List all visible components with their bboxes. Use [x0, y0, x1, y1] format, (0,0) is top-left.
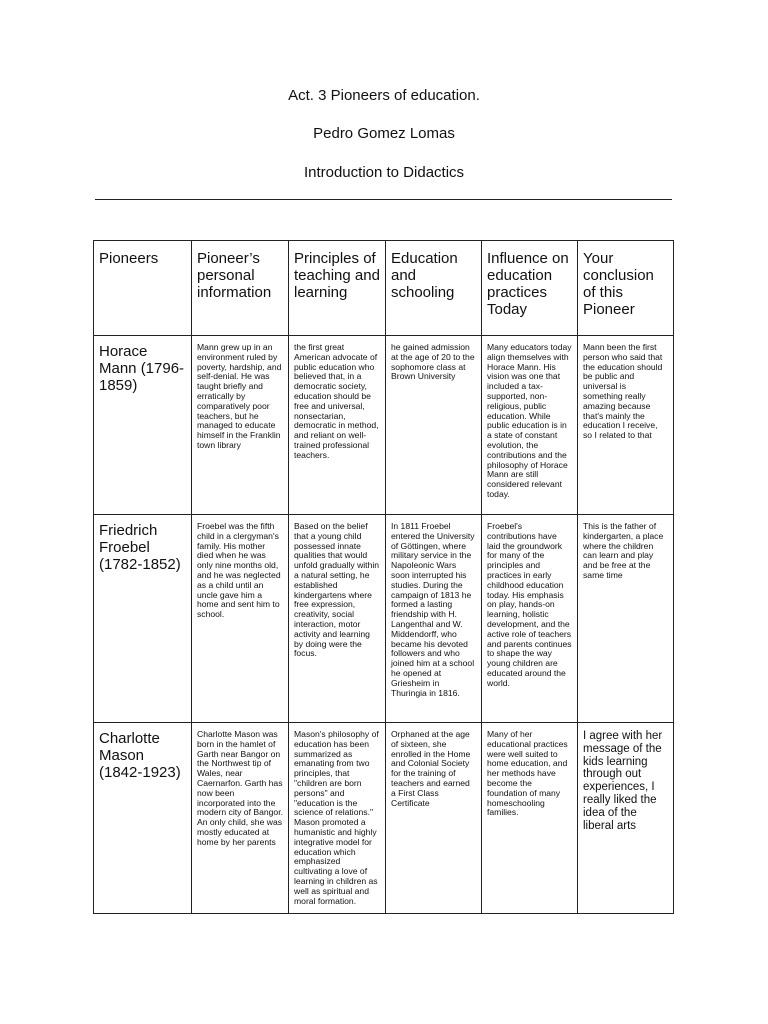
course-name: Introduction to Didactics [303, 164, 465, 181]
influence-cell: Many of her educational practices were well suited to home education, and her methods have become the foundation of many homeschooling families. [482, 723, 578, 914]
principles-cell: the first great American advocate of public education who believed that, in a democratic society, education should be free and universal, nonsectarian, democratic in method, and reliant on well-trained professional teachers. [289, 336, 386, 515]
pioneer-name-cell: Horace Mann (1796-1859) [94, 336, 192, 515]
influence-cell: Froebel's contributions have laid the groundwork for many of the principles and practices in early childhood education today. His emphasis on play, hands-on learning, holistic development, and the active role of teachers and parents continues to shape the way young children are educated around the world. [482, 515, 578, 723]
column-header-conclusion: Your conclusion of this Pioneer [578, 241, 674, 336]
column-header-influence: Influence on education practices Today [482, 241, 578, 336]
column-header-education: Education and schooling [386, 241, 482, 336]
conclusion-cell: This is the father of kindergarten, a place where the children can learn and play and be free at the same time [578, 515, 674, 723]
conclusion-cell: I agree with her message of the kids learning through out experiences, I really liked the idea of the liberal arts [578, 723, 674, 914]
education-cell: In 1811 Froebel entered the University of Göttingen, where military service in the Napoleonic Wars soon interrupted his studies. During the campaign of 1813 he formed a lasting friendship with H. Langenthal and W. Middendorff, who became his devoted followers and who joined him at a school he opened at Griesheim in Thuringia in 1816. [386, 515, 482, 723]
education-cell: Orphaned at the age of sixteen, she enrolled in the Home and Colonial Society for the training of teachers and earned a First Class Certificate [386, 723, 482, 914]
education-cell: he gained admission at the age of 20 to the sophomore class at Brown University [386, 336, 482, 515]
header-divider [95, 199, 672, 200]
conclusion-cell: Mann been the first person who said that the education should be public and universal is something really amazing because that's mainly the education I receive, so I related to that [578, 336, 674, 515]
table-row [94, 515, 674, 723]
pioneer-name-cell: Friedrich Froebel (1782-1852) [94, 515, 192, 723]
document-title: Act. 3 Pioneers of education. [288, 87, 480, 104]
column-header-personal-information: Pioneer’s personal information [192, 241, 289, 336]
influence-cell: Many educators today align themselves with Horace Mann. His vision was one that included a tax-supported, non-religious, public education. While public education is in a state of constant evolution, the contributions and the philosophy of Horace Mann are still considered relevant today. [482, 336, 578, 515]
author-name: Pedro Gomez Lomas [313, 125, 455, 142]
table-header-row [94, 241, 674, 336]
column-header-pioneers: Pioneers [94, 241, 192, 336]
pioneers-table [93, 240, 674, 914]
principles-cell: Mason's philosophy of education has been summarized as emanating from two principles, that "children are born persons" and "education is the science of relations." Mason promoted a humanistic and highly integrative model for education which emphasized cultivating a love of learning in children as well as spiritual and moral formation. [289, 723, 386, 914]
principles-cell: Based on the belief that a young child possessed innate qualities that would unfold gradually within a natural setting, he established kindergartens where free expression, creativity, social interaction, motor activity and learning by doing were the focus. [289, 515, 386, 723]
pioneer-name-cell: Charlotte Mason (1842-1923) [94, 723, 192, 914]
personal-info-cell: Charlotte Mason was born in the hamlet of Garth near Bangor on the Northwest tip of Wales, near Caernarfon. Garth has now been incorporated into the modern city of Bangor. An only child, she was mostly educated at home by her parents [192, 723, 289, 914]
personal-info-cell: Mann grew up in an environment ruled by poverty, hardship, and self-denial. He was taught briefly and erratically by comparatively poor teachers, but he managed to educate himself in the Franklin town library [192, 336, 289, 515]
personal-info-cell: Froebel was the fifth child in a clergyman's family. His mother died when he was only nine months old, and he was neglected as a child until an uncle gave him a home and sent him to school. [192, 515, 289, 723]
table-row [94, 723, 674, 914]
column-header-principles: Principles of teaching and learning [289, 241, 386, 336]
table-row [94, 336, 674, 515]
